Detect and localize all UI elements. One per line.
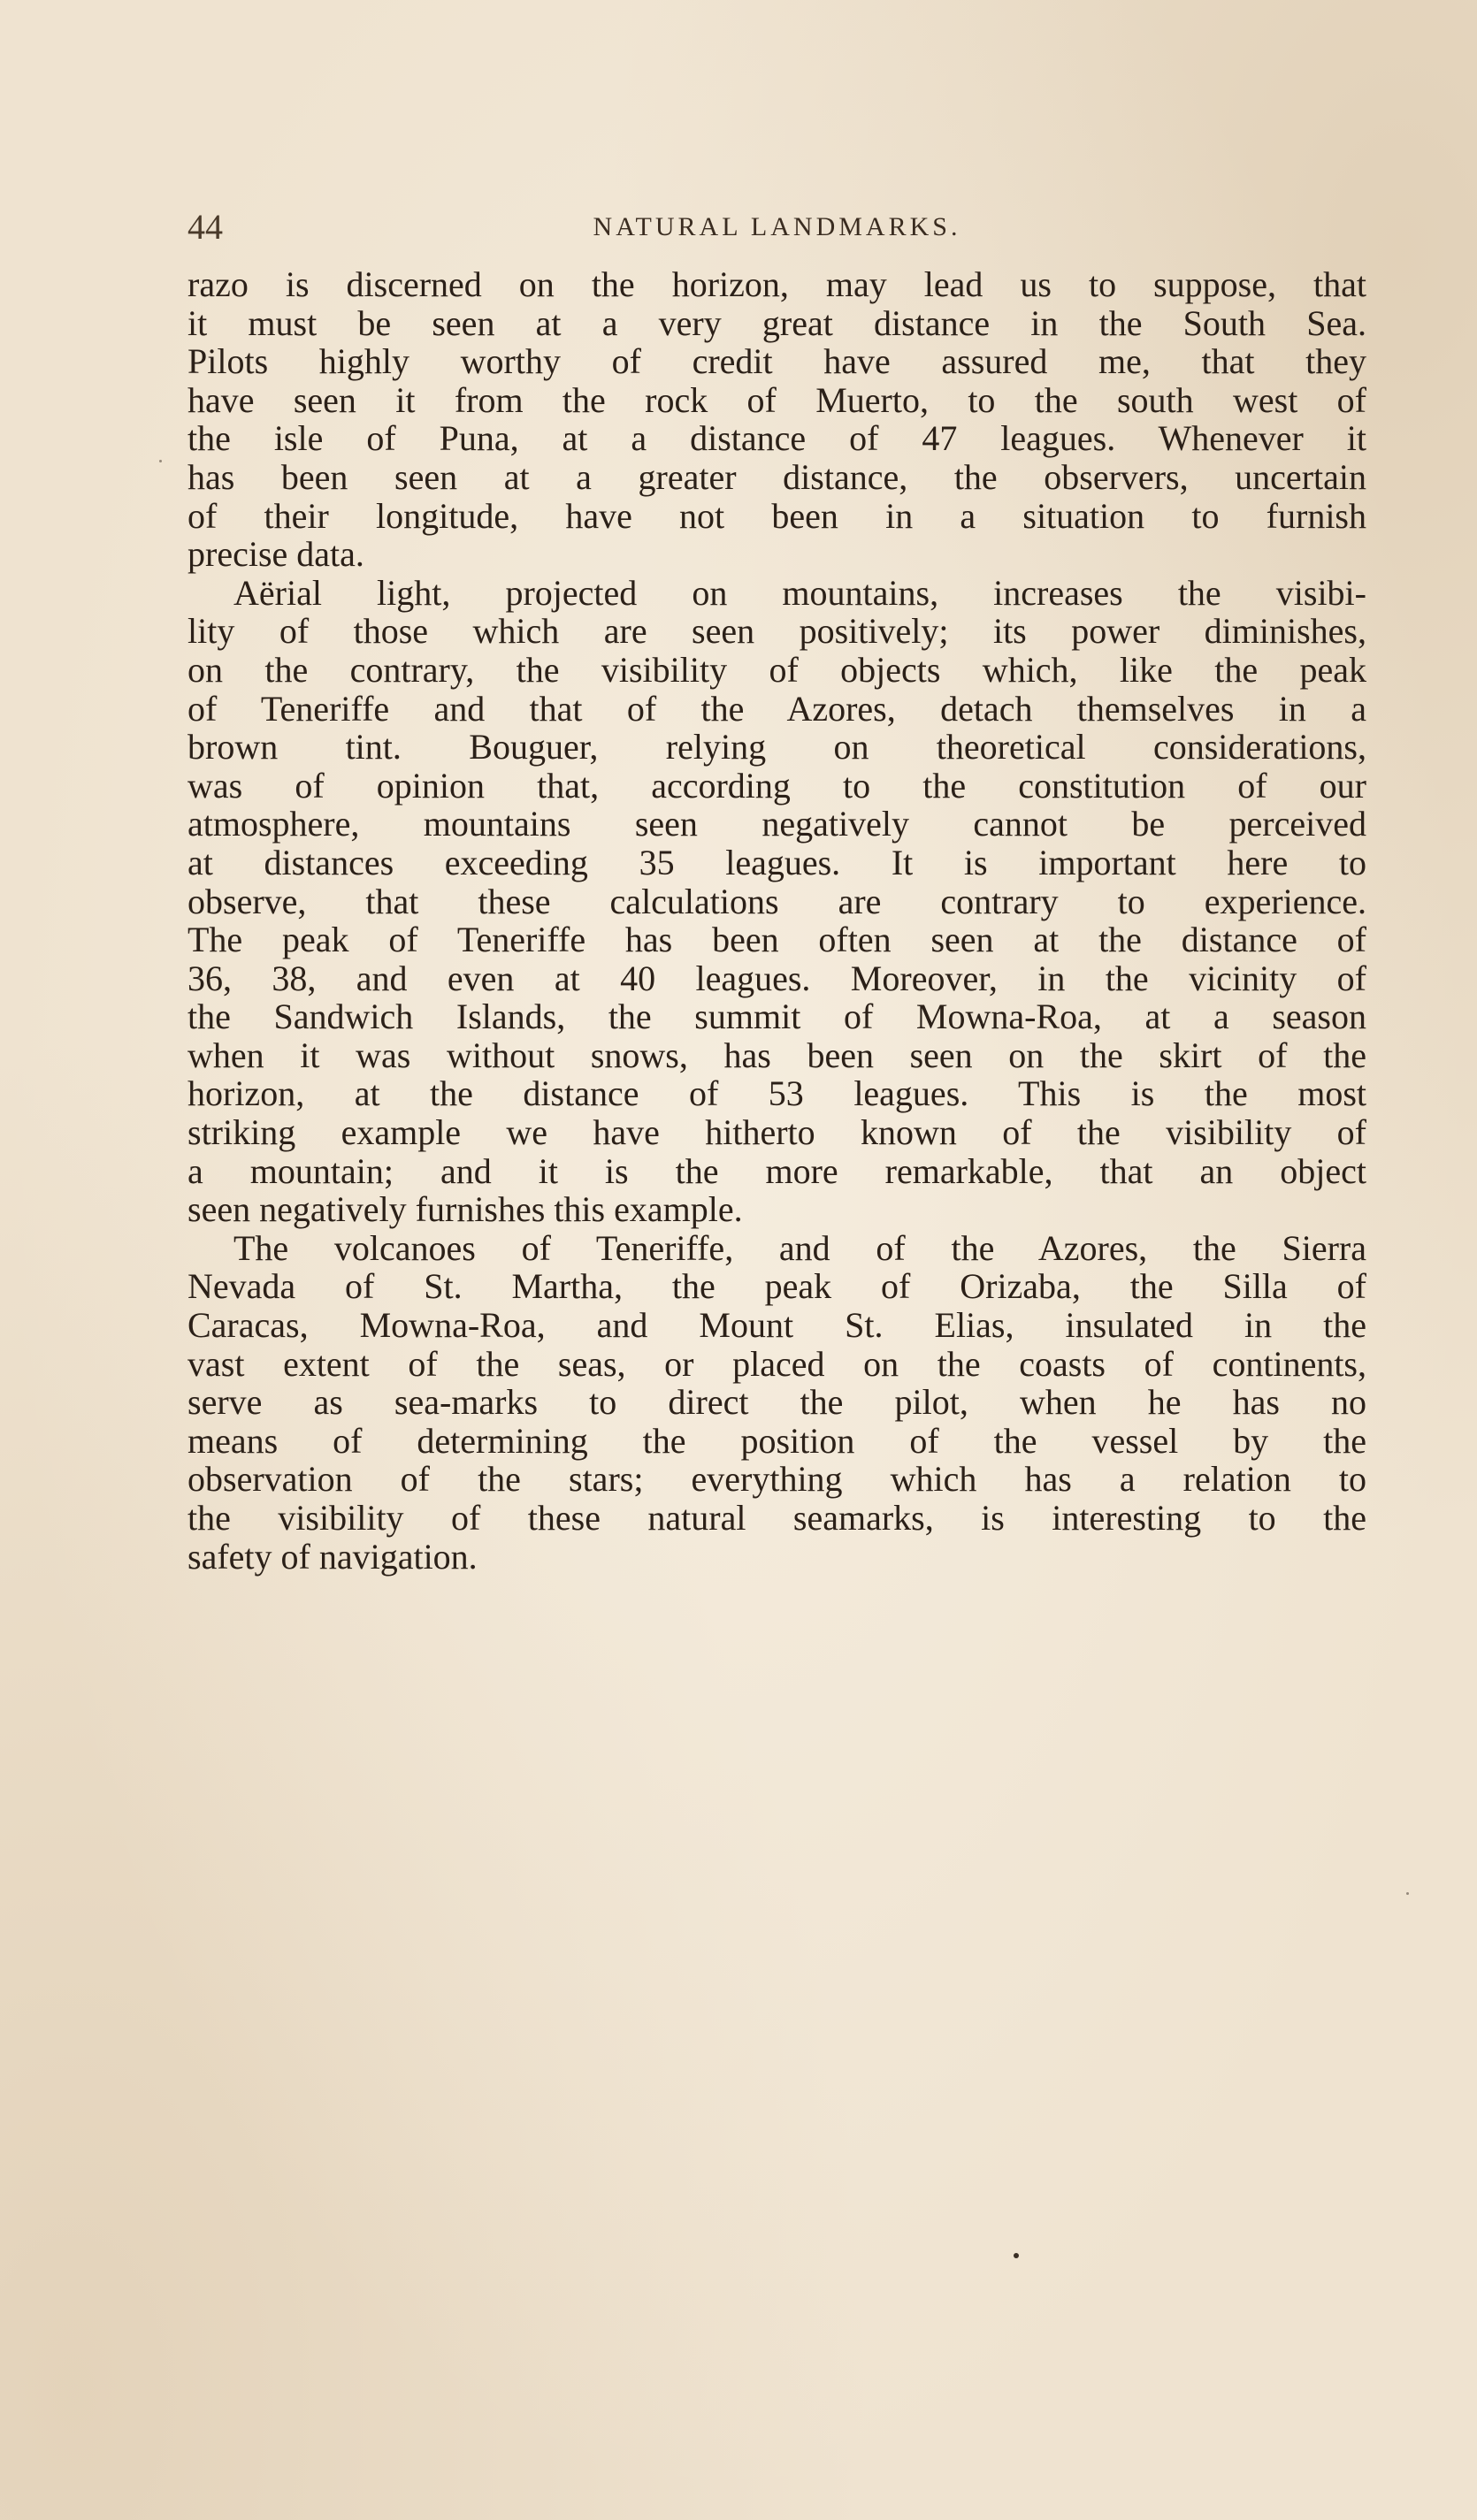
text-line: observation of the stars; everything which has a relation to <box>187 1459 1366 1500</box>
text-line: of their longitude, have not been in a situation to furnish <box>187 495 1366 536</box>
text-line: was of opinion that, according to the constitution of our <box>187 765 1366 806</box>
text-line: of Teneriffe and that of the Azores, detach themselves in a <box>187 688 1366 729</box>
paragraph-1 <box>187 265 1366 574</box>
paper-speck <box>1406 1892 1409 1895</box>
paragraph-2 <box>187 574 1366 1229</box>
text-line: on the contrary, the visibility of objects which, like the peak <box>187 649 1366 690</box>
text-line: serve as sea-marks to direct the pilot, when he has no <box>187 1382 1366 1423</box>
running-head <box>187 205 1366 249</box>
text-line: the Sandwich Islands, the summit of Mowna-Roa, at a season <box>187 997 1366 1037</box>
paper-speck <box>159 460 162 462</box>
text-line: it must be seen at a very great distance in the South Sea. <box>187 302 1366 343</box>
text-line: safety of navigation. <box>187 1536 478 1577</box>
text-line: Pilots highly worthy of credit have assured me, that they <box>187 341 1366 382</box>
text-line: brown tint. Bouguer, relying on theoretical considerations, <box>187 727 1366 767</box>
text-line: a mountain; and it is the more remarkable, that an object <box>187 1150 1366 1191</box>
body-text <box>187 265 1366 1576</box>
text-line: has been seen at a greater distance, the observers, uncertain <box>187 456 1366 497</box>
text-line: at distances exceeding 35 leagues. It is important here to <box>187 842 1366 882</box>
page-number: 44 <box>187 207 223 247</box>
text-line: precise data. <box>187 534 364 575</box>
text-line: means of determining the position of the vessel by the <box>187 1420 1366 1461</box>
text-line: razo is discerned on the horizon, may lead us to suppose, that <box>187 264 1366 304</box>
text-line: the isle of Puna, at a distance of 47 leagues. Whenever it <box>187 418 1366 459</box>
text-line: seen negatively furnishes this example. <box>187 1189 743 1230</box>
text-line: Nevada of St. Martha, the peak of Orizaba, the Silla of <box>187 1266 1366 1307</box>
text-line: lity of those which are seen positively; its power diminishes, <box>187 611 1366 652</box>
text-line: vast extent of the seas, or placed on the coasts of continents, <box>187 1343 1366 1384</box>
text-line: striking example we have hitherto known of the visibility of <box>187 1112 1366 1153</box>
text-line: The volcanoes of Teneriffe, and of the Azores, the Sierra <box>233 1227 1366 1268</box>
text-line: horizon, at the distance of 53 leagues. This is the most <box>187 1073 1366 1114</box>
text-line: atmosphere, mountains seen negatively cannot be perceived <box>187 804 1366 844</box>
paragraph-3 <box>187 1229 1366 1576</box>
text-line: the visibility of these natural seamarks, is interesting to the <box>187 1498 1366 1538</box>
text-line: 36, 38, and even at 40 leagues. Moreover, in the vicinity of <box>187 958 1366 998</box>
text-line: Caracas, Mowna-Roa, and Mount St. Elias, insulated in the <box>187 1305 1366 1346</box>
text-line: when it was without snows, has been seen on the skirt of the <box>187 1035 1366 1075</box>
text-line: The peak of Teneriffe has been often seen at the distance of <box>187 920 1366 960</box>
text-line: Aërial light, projected on mountains, increases the visibi- <box>233 572 1366 613</box>
text-line: have seen it from the rock of Muerto, to the south west of <box>187 379 1366 420</box>
text-line: observe, that these calculations are contrary to experience. <box>187 881 1366 921</box>
paper-speck <box>1014 2253 1019 2258</box>
running-title: NATURAL LANDMARKS. <box>593 212 961 241</box>
